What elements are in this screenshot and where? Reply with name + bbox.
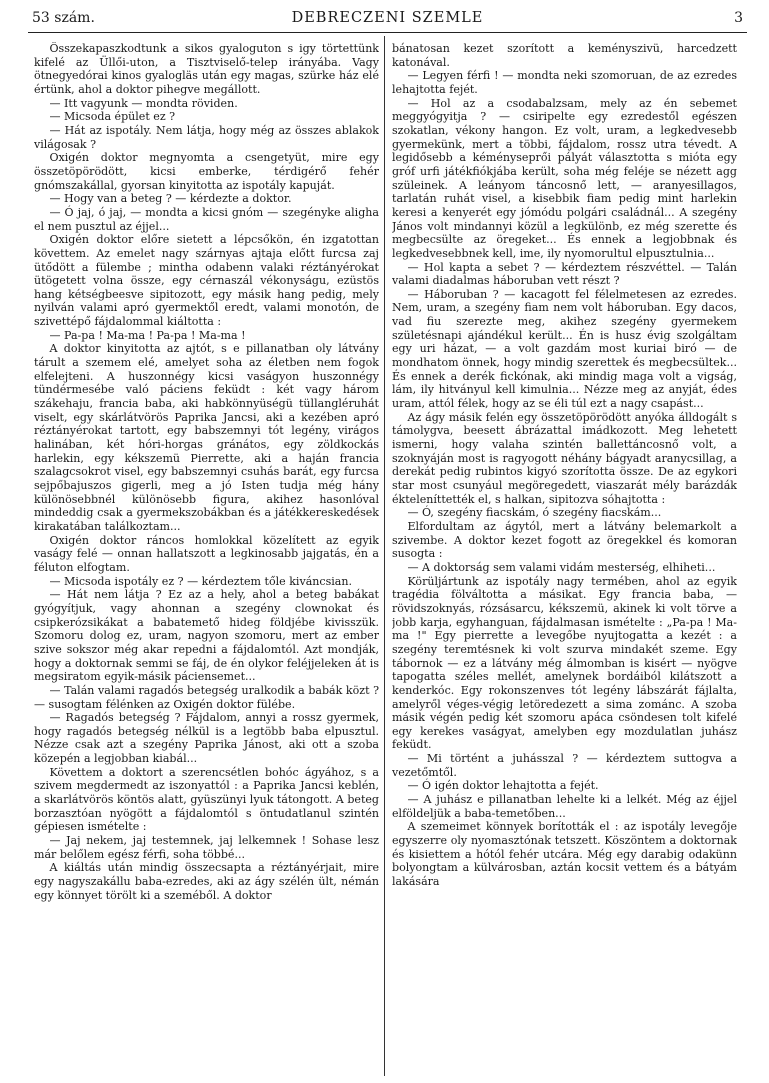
paragraph: — Jaj nekem, jaj testemnek, jaj lelkemnek ! Sohase lesz már belőlem egész férfi, soha többé... — [34, 834, 379, 861]
paragraph: — Micsoda épület ez ? — [49, 110, 176, 124]
journal-title: DEBRECZENI SZEMLE — [291, 10, 484, 26]
paragraph: — Háboruban ? — kacagott fel félelmetesen az ezredes. Nem, uram, a szegény fiam nem volt háboruban. Egy dacos, vad fiu szerezte meg, akihez szegény gyermekem születésnapi ajándékul került... Én is husz évig szolgáltam egy uri házat, — a volt gazdám most kuriai biró — de mondhatom önnek, hogy mindig szerettek és megbecsültek... És ennek a derék fickónak, aki mindig maga volt a vigság, lám, ily hitványul kell kimulnia... Nézze meg az anyját, édes uram, attól félek, hogy az se éli túl ezt a nagy csapást... — [392, 287, 737, 411]
paragraph: — Ó jaj, ó jaj, — mondta a kicsi gnóm — szegényke aligha el nem pusztul az éjjel... — [34, 205, 379, 233]
paragraph: — A doktorság sem valami vidám mesterség, elhiheti... — [407, 560, 716, 574]
column-divider — [384, 36, 385, 1076]
paragraph: — Mi történt a juhásszal ? — kérdeztem suttogva a vezetőmtől. — [392, 752, 737, 779]
right-column — [392, 42, 737, 1074]
page-marker: 3 — [734, 10, 743, 26]
paragraph: — A juhász e pillanatban lehelte ki a lelkét. Még az éjjel elföldeljük a baba-temetőben... — [392, 793, 737, 820]
paragraph: — Ó igén doktor lehajtotta a fejét. — [407, 779, 599, 793]
paragraph: A szemeimet könnyek borították el : az ispotály levegője egyszerre oly nyomasztónak tetszett. Köszöntem a doktornak és kisiettem a hótól fehér utcára. Még egy darabig odakünn bolyongtam a külvárosban, aztán kocsit vettem és a bátyám lakására — [392, 820, 737, 889]
paragraph: Összekapaszkodtunk a sikos gyaloguton s igy törtettünk kifelé az Üllői-uton, a Tisztviselő-telep irányába. Vagy ötnegyedórai kinos gyalogläs után egy magas, szürke ház elé értünk, ahol a doktor pihegve megállott. — [34, 42, 379, 96]
paragraph: Oxigén doktor ráncos homlokkal közelített az egyik vaságy felé — onnan hallatszott a legkinosabb jajgatás, én a féluton elfogtam. — [34, 533, 379, 574]
paragraph: — Itt vagyunk — mondta röviden. — [49, 96, 238, 110]
paragraph: — Hát nem látja ? Ez az a hely, ahol a beteg babákat gyógyítjuk, vagy ahonnan a szegény clownokat és csipkerózsikákat a babatemető hideg földjébe kivisszük. Szomoru dolog ez, uram, nagyon szomoru, mert az ember szive sokszor még akar repedni a fájdalomtól. Azt mondják, hogy a doktornak semmi se fáj, de én olykor feléjjeleken át is megsiratom egyik-másik páciensemet... — [34, 588, 379, 684]
paragraph: — Talán valami ragadós betegség uralkodik a babák közt ? — susogtam félénken az Oxigén doktor fülébe. — [34, 683, 379, 711]
paragraph: — Legyen férfi ! — mondta neki szomoruan, de az ezredes lehajtotta fejét. — [392, 69, 737, 96]
page-number: 53 szám. — [32, 10, 95, 26]
left-column — [34, 42, 379, 1074]
paragraph: — Hát az ispotály. Nem látja, hogy még az összes ablakok világosak ? — [34, 123, 379, 151]
paragraph: Követtem a doktort a szerencsétlen bohóc ágyához, s a szivem megdermedt az iszonyattól : a Paprika Jancsi keblén, a skarlátvörös köntös alatt, gyüszünyi lyuk tátongott. A beteg borzasztóan nyögött a fájdalomtól s öntudatlanul szintén gépiesen ismételte : — [34, 765, 379, 834]
paragraph: Körüljártunk az ispotály nagy termében, ahol az egyik tragédia fölváltotta a másikat. Egy francia baba, — rövidszoknyás, rózsásarcu, kékszemü, akinek ki volt törve a jobb karja, egyhanguan, fájdalmasan ismételte : „Pa-pa ! Ma-ma !" Egy pierrette a levegőbe nyujtogatta a kezét : a szegény teremtésnek ki volt szurva mindakét szeme. Egy tábornok — ez a látvány még álmomban is kisért — nyögve tapogatta széles mellét, amelynek bordáiból kilátszott a kenderkóc. Egy rokonszenves tót legény lábszárát fájlalta, amelyről véges-végig letöredezett a sima zománc. A szoba másik végén pedig két szomoru apáca csöndesen tolt kifelé egy kerekes vaságyat, amelyben egy mozdulatlan juhász feküdt. — [392, 574, 737, 752]
paragraph: — Pa-pa ! Ma-ma ! Pa-pa ! Ma-ma ! — [49, 328, 246, 342]
paragraph: Oxigén doktor megnyomta a csengetyüt, mire egy összetöpörödött, kicsi emberke, térdigérő fehér gnómszakállal, gyorsan kinyitotta az ispotály kapuját. — [34, 151, 379, 192]
paragraph: — Micsoda ispotály ez ? — kérdeztem tőle kiváncsian. — [49, 574, 352, 588]
paragraph: Oxigén doktor előre sietett a lépcsőkön, én izgatottan követtem. Az emelet nagy szárnyas ajtaja előtt furcsa zaj ütődött a fülembe ; mintha odabenn valaki réztányérokat ütögetett volna össze, egy cérnaszál vékonyságu, ezüstös hang kétségbeesve sipitozott, egy másik hang pedig, mely nyilván valami apró gyermektől eredt, valami monotón, de szivettépő fájdalommal kiáltotta : — [34, 233, 379, 329]
paragraph: — Hogy van a beteg ? — kérdezte a doktor. — [49, 192, 292, 206]
paragraph: A kiáltás után mindig összecsapta a réztányérjait, mire egy nagyszakállu baba-ezredes, aki az ágy szélén ült, némán egy könnyet törölt ki a szeméből. A doktor — [34, 861, 379, 902]
page-header — [28, 6, 747, 33]
paragraph: — Hol kapta a sebet ? — kérdeztem részvéttel. — Talán valami diadalmas háboruban vett részt ? — [392, 260, 737, 288]
paragraph: — Hol az a csodabalzsam, mely az én sebemet meggyógyitja ? — csiripelte egy ezredestől egészen szokatlan, vékony hangon. Ez volt, uram, a legkedvesebb gyermekünk, mert a többi, fájdalom, rossz utra tévedt. A legidősebb a kéményseprői pályát választotta s mióta egy gróf urfi játékfiókjába került, soha még feléje se nézett agg szüleinek. A leányom táncosnő lett, — aranyesillagos, tarlatán ruhát visel, a kisebbik fiam pedig mint harlekin keresi a kenyerét egy jómódu polgári családnál... A szegény János volt mindannyi közül a legkülönb, ez még szerette és megbecsülte az öregeket... És ennek a legjobbnak és legkedvesebbnek kell, ime, ily nyomorultul elpusztulnia... — [392, 96, 737, 260]
paragraph: bánatosan kezet szorított a keményszivü, harcedzett katonával. — [392, 42, 737, 69]
paragraph: — Ragadós betegség ? Fájdalom, annyi a rossz gyermek, hogy ragadós betegség nélkül is a legtöbb baba elpusztul. Nézze csak azt a szegény Paprika Jánost, aki ott a szoba közepén a legjobban kiabál... — [34, 711, 379, 766]
paragraph: — Ó, szegény fiacskám, ó szegény fiacskám... — [407, 506, 662, 520]
paragraph: Az ágy másik felén egy összetöpörödött anyóka álldogált s támolygva, beesett ábrázattal imádkozott. Meg lehetett ismerni, hogy valaha szintén ballettáncosnő volt, a szoknyáján most is ragyogott néhány bágyadt aranycsillag, a derekát pedig rubintos kigyó szorította össze. De az egykori star most csunyául megöregedett, viaszarát mély barázdák ékteleníttették el, s halkan, sipitozva sóhajtotta : — [392, 410, 737, 506]
paragraph: Elfordultam az ágytól, mert a látvány belemarkolt a szivembe. A doktor kezet fogott az öregekkel és komoran susogta : — [392, 519, 737, 561]
paragraph: A doktor kinyitotta az ajtót, s e pillanatban oly látvány tárult a szemem elé, amelyet soha az életben nem fogok elfelejteni. A huszonnégy kicsi vaságyon huszonnégy tündérmesébe való páciens feküdt : két vagy három szákehaju, francia baba, aki habkönnyüségü tüllangléruhát viselt, egy skárlátvörös Paprika Jancsi, aki a kezében apró réztányérokat tartott, egy babszemnyi tót legény, virágos halinában, két hóri-horgas gránátos, egy zöldkockás harlekin, egy kékszemü Pierrette, aki a haján francia szalagcsokrot visel, egy babszemnyi csuhás barát, egy furcsa sejpőbajuszos gigerli, meg a jó Isten tudja még hány különösebbnél különösebb figura, akihez hasonlóval mindeddig csak a gyermekszobákban és a játékkereskedések kirakatában találkoztam... — [34, 342, 379, 533]
